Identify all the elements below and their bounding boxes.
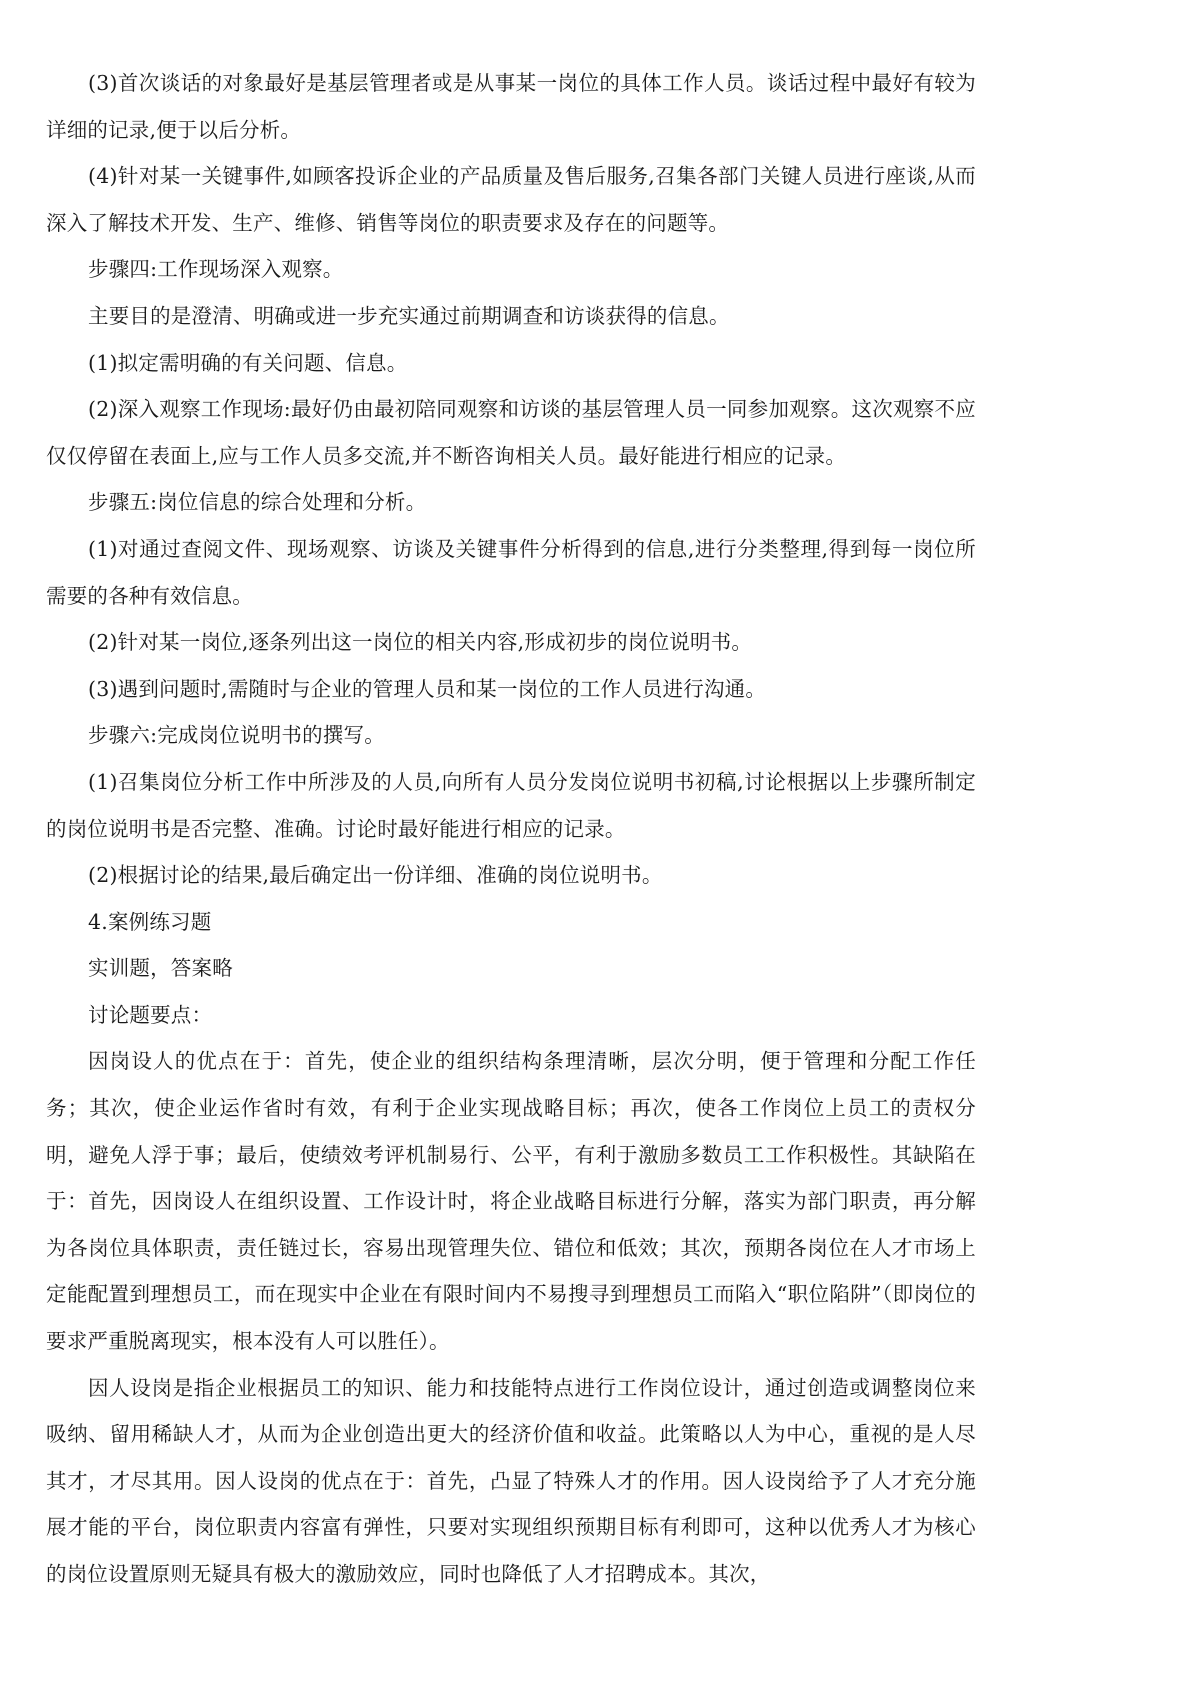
paragraph-step-five-item-1: (1)对通过查阅文件、现场观察、访谈及关键事件分析得到的信息,进行分类整理,得到每一岗位所需要的各种有效信息。	[46, 536, 976, 608]
paragraph-step-five-item-3: (3)遇到问题时,需随时与企业的管理人员和某一岗位的工作人员进行沟通。	[88, 676, 767, 701]
paragraph-practice-question: 实训题，答案略	[88, 956, 233, 981]
paragraph-post-based-staffing: 因岗设人的优点在于：首先，使企业的组织结构条理清晰，层次分明，便于管理和分配工作任务；其次，使企业运作省时有效，有利于企业实现战略目标；再次，使各工作岗位上员工的责权分明，避免人浮于事；最后，使绩效考评机制易行、公平，有利于激励多数员工工作积极性。其缺陷在于：首先，因岗设人在组织设置、工作设计时，将企业战略目标进行分解，落实为部门职责，再分解为各岗位具体职责，责任链过长，容易出现管理失位、错位和低效；其次，预期各岗位在人才市场上定能配置到理想员工，而在现实中企业在有限时间内不易搜寻到理想员工而陷入“职位陷阱”（即岗位的要求严重脱离现实，根本没有人可以胜任）。	[46, 1049, 976, 1354]
heading-step-five: 步骤五:岗位信息的综合处理和分析。	[88, 490, 427, 515]
paragraph-step-four-item-1: (1)拟定需明确的有关问题、信息。	[88, 350, 408, 375]
paragraph-step-five-item-2: (2)针对某一岗位,逐条列出这一岗位的相关内容,形成初步的岗位说明书。	[88, 630, 753, 655]
paragraph-step-six-item-2: (2)根据讨论的结果,最后确定出一份详细、准确的岗位说明书。	[88, 863, 663, 888]
heading-discussion-points: 讨论题要点：	[88, 1002, 213, 1027]
paragraph-step-four-item-2: (2)深入观察工作现场:最好仍由最初陪同观察和访谈的基层管理人员一同参加观察。这次观察不应仅仅停留在表面上,应与工作人员多交流,并不断咨询相关人员。最好能进行相应的记录。	[46, 397, 976, 468]
heading-case-exercises: 4.案例练习题	[88, 909, 212, 934]
paragraph-step-four-purpose: 主要目的是澄清、明确或进一步充实通过前期调查和访谈获得的信息。	[88, 303, 730, 328]
paragraph-interview-target: (3)首次谈话的对象最好是基层管理者或是从事某一岗位的具体工作人员。谈话过程中最好有较为详细的记录,便于以后分析。	[46, 71, 976, 142]
heading-step-six: 步骤六:完成岗位说明书的撰写。	[88, 723, 385, 748]
paragraph-key-event-meeting: (4)针对某一关键事件,如顾客投诉企业的产品质量及售后服务,召集各部门关键人员进行座谈,从而深入了解技术开发、生产、维修、销售等岗位的职责要求及存在的问题等。	[46, 164, 976, 235]
paragraph-person-based-posts: 因人设岗是指企业根据员工的知识、能力和技能特点进行工作岗位设计，通过创造或调整岗位来吸纳、留用稀缺人才，从而为企业创造出更大的经济价值和收益。此策略以人为中心，重视的是人尽其才，才尽其用。因人设岗的优点在于：首先，凸显了特殊人才的作用。因人设岗给予了人才充分施展才能的平台，岗位职责内容富有弹性，只要对实现组织预期目标有利即可，这种以优秀人才为核心的岗位设置原则无疑具有极大的激励效应，同时也降低了人才招聘成本。其次，	[46, 1375, 976, 1586]
paragraph-step-six-item-1: (1)召集岗位分析工作中所涉及的人员,向所有人员分发岗位说明书初稿,讨论根据以上步骤所制定的岗位说明书是否完整、准确。讨论时最好能进行相应的记录。	[46, 769, 976, 841]
document-page	[46, 60, 976, 1598]
heading-step-four: 步骤四:工作现场深入观察。	[88, 257, 344, 282]
